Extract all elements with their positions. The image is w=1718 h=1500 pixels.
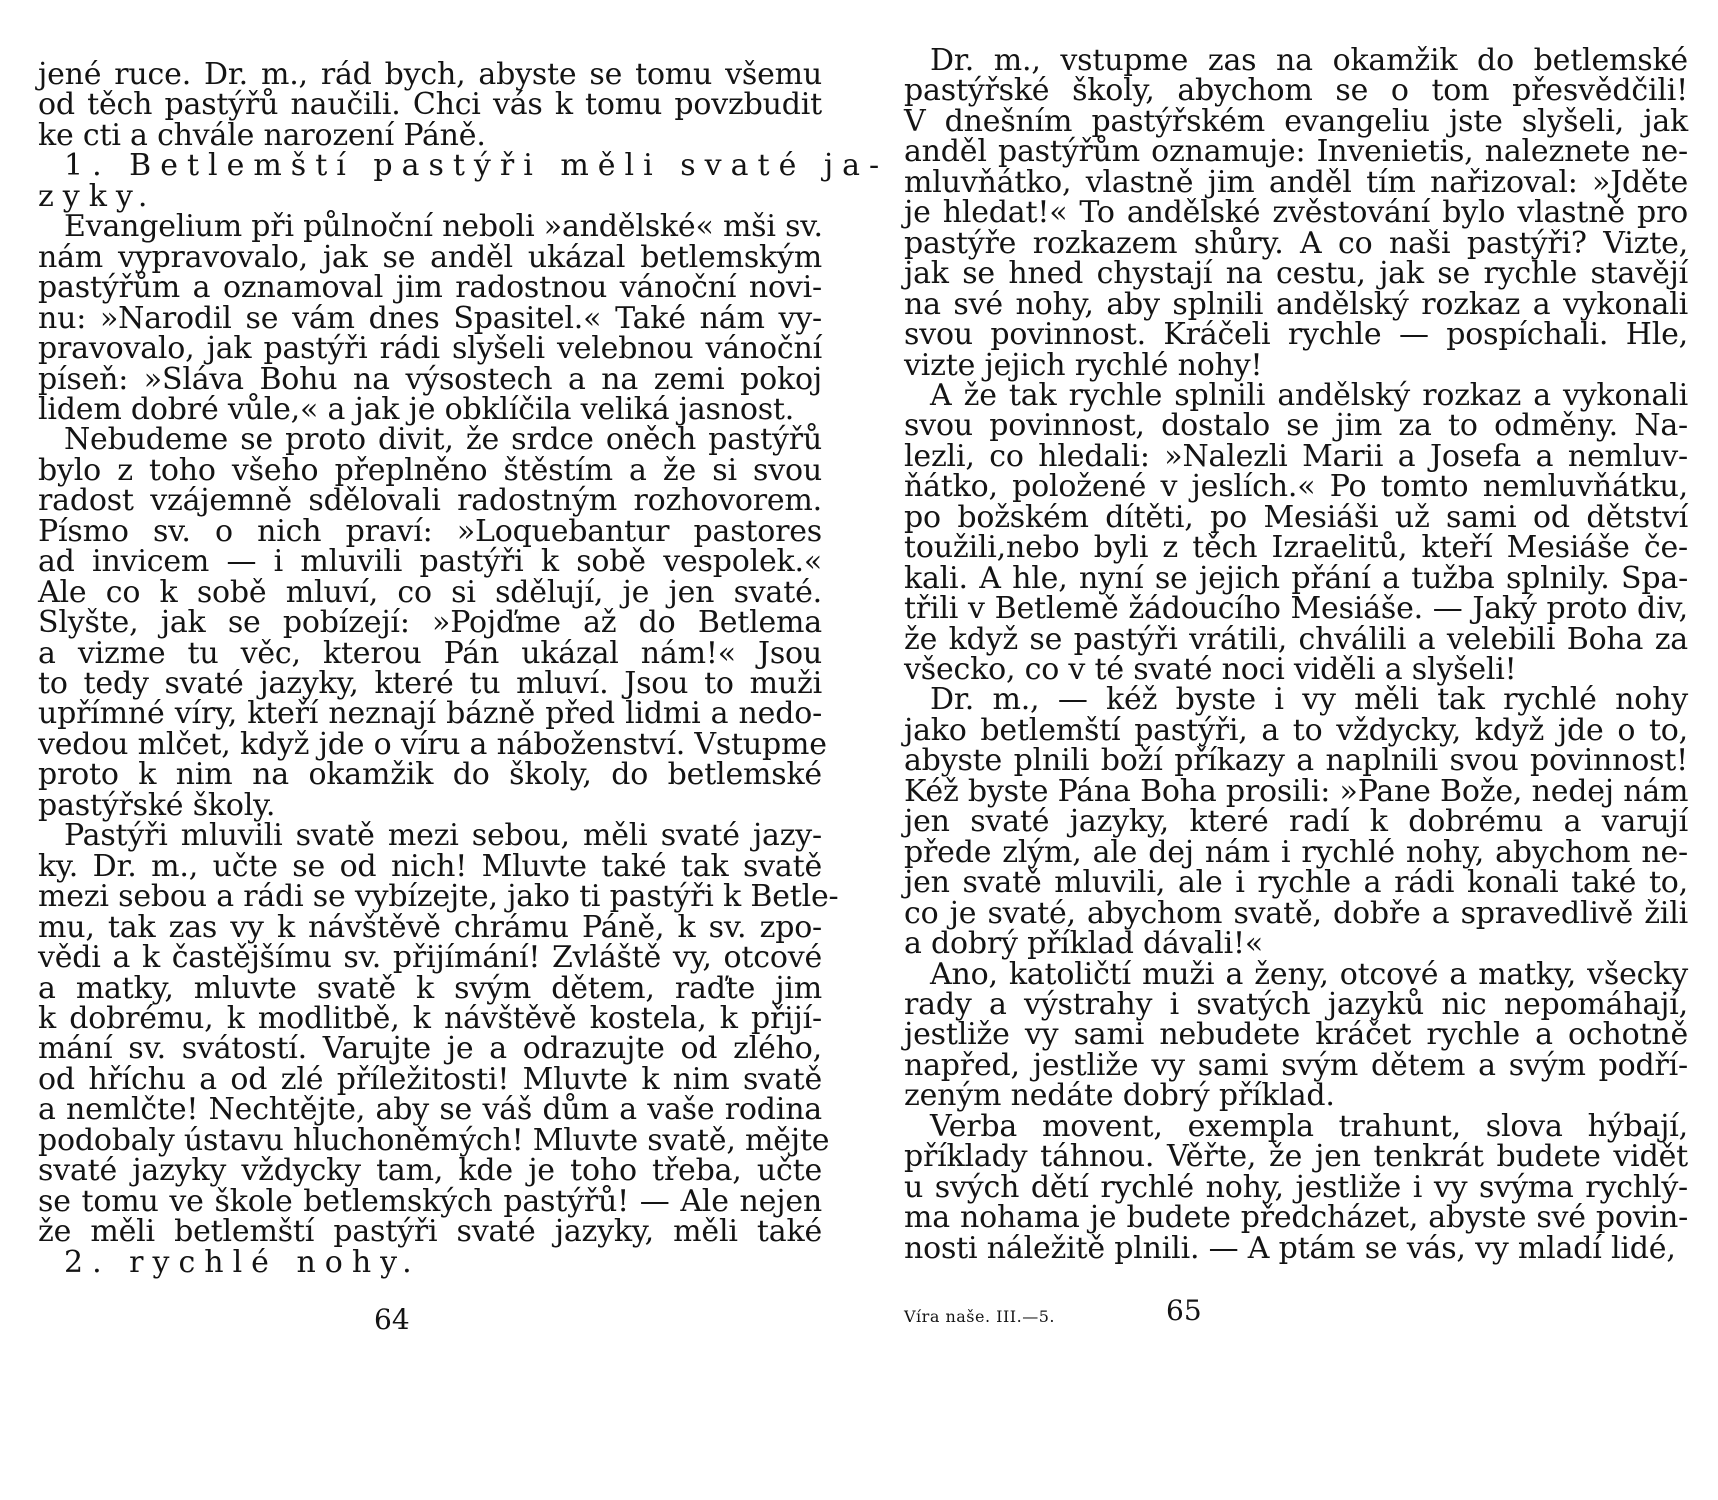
text-line: a matky, mluvte svatě k svým dětem, raďte jim xyxy=(38,970,822,1006)
text-line: Dr. m., — kéž byste i vy měli tak rychlé nohy xyxy=(930,682,1688,718)
text-line: toužili,nebo byli z těch Izraelitů, kteří Mesiáše če- xyxy=(904,530,1688,566)
text-line: bylo z toho všeho přeplněno štěstím a že si svou xyxy=(38,452,822,488)
text-line: ma nohama je budete předcházet, abyste své povin- xyxy=(904,1200,1688,1236)
text-line: anděl pastýřům oznamuje: Invenietis, naleznete ne- xyxy=(904,134,1688,170)
text-line: ňátko, položené v jeslích.« Po tomto nemluvňátku, xyxy=(904,469,1688,505)
text-line: Písmo sv. o nich praví: »Loquebantur pastores xyxy=(38,513,822,549)
text-line: mání sv. svátostí. Varujte je a odrazujte od zlého, xyxy=(38,1031,822,1067)
text-line: Slyšte, jak se pobízejí: »Pojďme až do Betlema xyxy=(38,605,822,641)
text-line: kali. A hle, nyní se jejich přání a tužba splnily. Spa- xyxy=(904,560,1688,596)
page-number: 65 xyxy=(1166,1294,1202,1327)
text-line: je hledat!« To andělské zvěstování bylo vlastně pro xyxy=(904,195,1688,231)
text-line: u svých dětí rychlé nohy, jestliže i vy svýma rychlý- xyxy=(904,1169,1688,1205)
text-line: že když se pastýři vrátili, chválili a velebili Boha za xyxy=(904,621,1688,657)
text-line: upřímné víry, kteří neznají bázně před lidmi a nedo- xyxy=(38,696,822,732)
text-line: píseň: »Sláva Bohu na výsostech a na zemi pokoj xyxy=(38,361,822,397)
text-line: pastýřům a oznamoval jim radostnou vánoční novi- xyxy=(38,270,822,306)
text-line: Ano, katoličtí muži a ženy, otcové a matky, všecky xyxy=(930,956,1688,992)
text-line: V dnešním pastýřském evangeliu jste slyšeli, jak xyxy=(904,103,1688,139)
text-line: a nemlčte! Nechtějte, aby se váš dům a vaše rodina xyxy=(38,1092,822,1128)
text-line: lidem dobré vůle,« a jak je obklíčila veliká jasnost. xyxy=(38,391,795,427)
text-line: ad invicem — i mluvili pastýři k sobě vespolek.« xyxy=(38,544,822,580)
text-line: radost vzájemně sdělovali radostným rozhovorem. xyxy=(38,483,822,519)
text-line: všecko, co v té svaté noci viděli a slyšeli! xyxy=(904,652,1517,687)
text-line: mu, tak zas vy k návštěvě chrámu Páně, k sv. zpo- xyxy=(38,909,822,945)
text-line: Verba movent, exempla trahunt, slova hýbají, xyxy=(930,1108,1688,1144)
text-line: k dobrému, k modlitbě, k návštěvě kostela, k přijí- xyxy=(38,1000,822,1036)
text-line: 1. Betlemští pastýři měli svaté ja- xyxy=(64,148,889,184)
text-line: pastýře rozkazem shůry. A co naši pastýři? Vizte, xyxy=(904,225,1688,261)
right-page xyxy=(904,0,1704,1500)
text-line: po božském dítěti, po Mesiáši už sami od dětství xyxy=(904,499,1688,535)
text-line: pastýřské školy, abychom se o tom přesvědčili! xyxy=(904,73,1688,109)
text-line: ky. Dr. m., učte se od nich! Mluvte také tak svatě xyxy=(38,848,822,884)
text-line: jen svatě mluvili, ale i rychle a rádi konali také to, xyxy=(904,865,1688,901)
text-line: a vizme tu věc, kterou Pán ukázal nám!« Jsou xyxy=(38,635,822,671)
text-line: jak se hned chystají na cestu, jak se rychle stavějí xyxy=(904,256,1688,292)
text-line: jestliže vy sami nebudete kráčet rychle a ochotně xyxy=(904,1017,1688,1053)
text-line: vizte jejich rychlé nohy! xyxy=(904,347,1263,383)
text-line: se tomu ve škole betlemských pastýřů! — Ale nejen xyxy=(38,1183,822,1219)
text-line: svou povinnost, dostalo se jim za to odměny. Na- xyxy=(904,408,1688,444)
text-line: pastýřské školy. xyxy=(38,787,276,823)
text-line: abyste plnili boží příkazy a naplnili svou povinnost! xyxy=(904,743,1688,779)
text-line: napřed, jestliže vy sami svým dětem a svým podří- xyxy=(904,1047,1688,1083)
text-line: od těch pastýřů naučili. Chci vás k tomu povzbudit xyxy=(38,87,822,123)
text-line: rady a výstrahy i svatých jazyků nic nepomáhají, xyxy=(904,986,1688,1022)
text-line: že měli betlemští pastýři svaté jazyky, měli také xyxy=(38,1214,822,1250)
text-line: nu: »Narodil se vám dnes Spasitel.« Také nám vy- xyxy=(38,300,822,336)
text-line: A že tak rychle splnili andělský rozkaz a vykonali xyxy=(930,377,1688,413)
text-line: pravovalo, jak pastýři rádi slyšeli velebnou vánoční xyxy=(38,331,822,367)
page-number: 64 xyxy=(374,1303,410,1336)
text-line: přede zlým, ale dej nám i rychlé nohy, abychom ne- xyxy=(904,834,1688,870)
footer-signature: Víra naše. III.—5. xyxy=(904,1307,1055,1326)
text-line: Dr. m., vstupme zas na okamžik do betlemské xyxy=(930,43,1688,78)
text-line: zeným nedáte dobrý příklad. xyxy=(904,1078,1335,1114)
text-line: podobaly ústavu hluchoněmých! Mluvte svatě, mějte xyxy=(38,1122,830,1158)
left-page xyxy=(38,0,889,1500)
text-line: na své nohy, aby splnili andělský rozkaz a vykonali xyxy=(904,286,1688,322)
text-line: mluvňátko, vlastně jim anděl tím nařizoval: »Jděte xyxy=(904,164,1688,200)
text-line: proto k nim na okamžik do školy, do betlemské xyxy=(38,757,822,793)
text-line: svou povinnost. Kráčeli rychle — pospíchali. Hle, xyxy=(904,317,1688,353)
text-line: to tedy svaté jazyky, které tu mluví. Jsou to muži xyxy=(38,666,822,701)
text-line: mezi sebou a rádi se vybízejte, jako ti pastýři k Betle- xyxy=(38,879,839,915)
text-line: lezli, co hledali: »Nalezli Marii a Josefa a nemluv- xyxy=(904,438,1688,474)
text-line: nám vypravovalo, jak se anděl ukázal betlemským xyxy=(38,239,822,275)
text-line: ke cti a chvále narození Páně. xyxy=(38,117,486,153)
text-line: Kéž byste Pána Boha prosili: »Pane Bože, nedej nám xyxy=(904,773,1689,809)
text-line: 2. rychlé nohy. xyxy=(64,1244,421,1280)
text-line: zyky. xyxy=(38,178,157,214)
text-line: a dobrý příklad dávali!« xyxy=(904,926,1263,962)
text-line: svaté jazyky vždycky tam, kde je toho třeba, učte xyxy=(38,1153,822,1189)
text-line: nosti náležitě plnili. — A ptám se vás, vy mladí lidé, xyxy=(904,1230,1676,1266)
text-line: jako betlemští pastýři, a to vždycky, když jde o to, xyxy=(904,712,1688,748)
text-line: příklady táhnou. Věřte, že jen tenkrát budete vidět xyxy=(904,1139,1688,1175)
text-line: Pastýři mluvili svatě mezi sebou, měli svaté jazy- xyxy=(64,818,822,854)
text-line: Evangelium při půlnoční neboli »andělské« mši sv. xyxy=(64,209,823,245)
text-line: vedou mlčet, když jde o víru a náboženství. Vstupme xyxy=(38,726,827,762)
text-line: Nebudeme se proto divit, že srdce oněch pastýřů xyxy=(64,422,822,458)
text-line: jené ruce. Dr. m., rád bych, abyste se tomu všemu xyxy=(38,57,822,92)
text-line: co je svaté, abychom svatě, dobře a spravedlivě žili xyxy=(904,895,1688,931)
text-line: třili v Betlemě žádoucího Mesiáše. — Jaký proto div, xyxy=(904,591,1688,627)
text-line: od hříchu a od zlé příležitosti! Mluvte k nim svatě xyxy=(38,1061,822,1097)
text-line: vědi a k častějšímu sv. přijímání! Zvláště vy, otcové xyxy=(38,940,822,976)
text-line: jen svaté jazyky, které radí k dobrému a varují xyxy=(904,804,1688,840)
text-line: Ale co k sobě mluví, co si sdělují, je jen svaté. xyxy=(38,574,822,610)
